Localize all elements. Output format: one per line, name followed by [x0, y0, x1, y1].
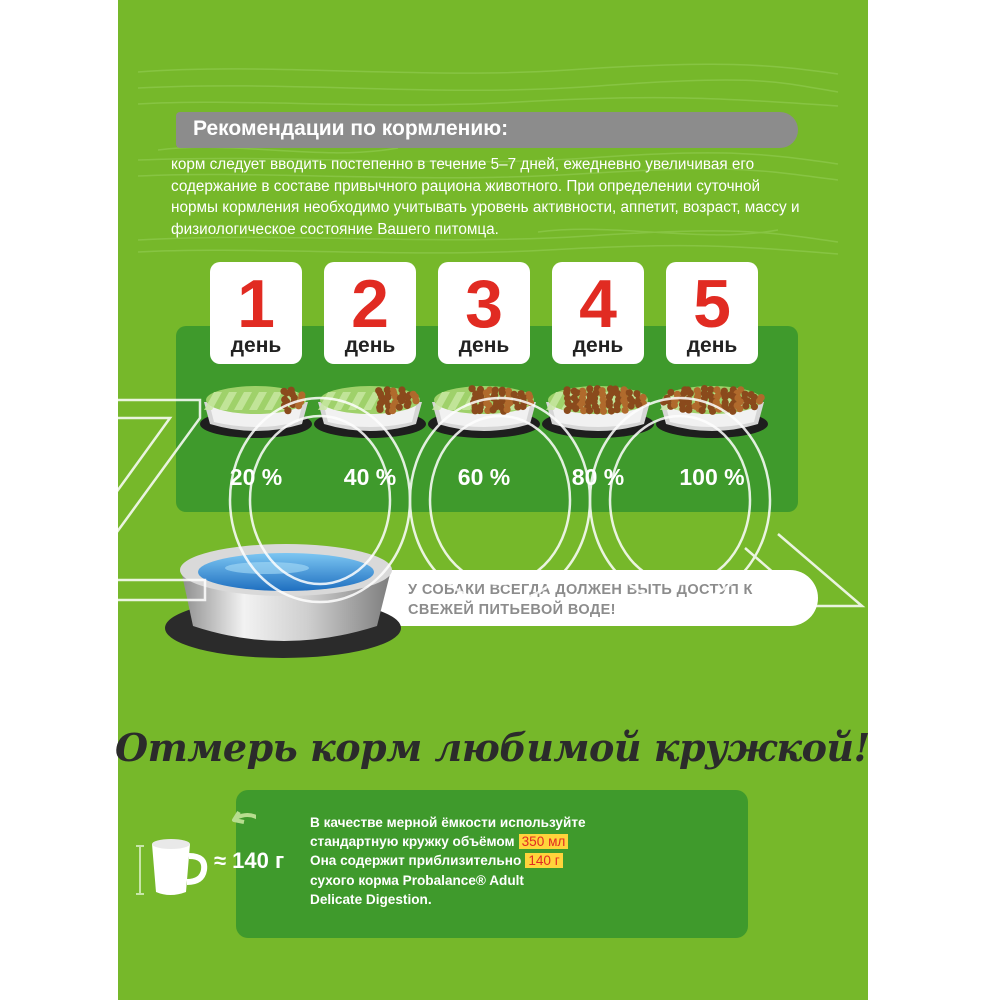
- day-label: день: [344, 334, 396, 357]
- mug-weight-value: 140 г: [525, 853, 562, 868]
- food-bowl-icon: [540, 372, 656, 444]
- day-percentage: 60 %: [457, 464, 511, 490]
- day-label: день: [458, 334, 510, 357]
- day-label: день: [572, 334, 624, 357]
- heading-text: Рекомендации по кормлению:: [193, 117, 509, 140]
- day-card-3: [438, 262, 530, 364]
- mug-instruction-line: В качестве мерной ёмкости используйте: [310, 815, 586, 830]
- day-number: 5: [693, 266, 731, 342]
- day-card-1: [210, 262, 302, 364]
- day-percentage: 20 %: [229, 464, 283, 490]
- day-number: 3: [465, 266, 503, 342]
- mug-volume-value: 350 мл: [519, 834, 569, 849]
- day-number: 4: [579, 266, 617, 342]
- mug-instruction-line: Delicate Digestion.: [310, 891, 432, 907]
- food-bowl-icon: [312, 372, 428, 444]
- day-number: 1: [237, 266, 275, 342]
- day-percentage: 40 %: [343, 464, 397, 490]
- mug-weight-text: Она содержит приблизительно: [310, 853, 522, 869]
- day-label: день: [230, 334, 282, 357]
- day-card-5: [666, 262, 758, 364]
- water-bowl-icon: [163, 528, 413, 668]
- feeding-recommendations-heading: [176, 112, 798, 148]
- measure-with-mug-title: Отмерь корм любимой кружкой!: [115, 725, 870, 770]
- day-card-2: [324, 262, 416, 364]
- mug-instruction-line: [310, 851, 620, 870]
- day-number: 2: [351, 266, 389, 342]
- mug-instruction-line: сухого корма Probalance® Adult: [310, 872, 524, 888]
- food-bowl-icon: [426, 372, 542, 444]
- day-label: день: [686, 334, 738, 357]
- mug-volume-text: стандартную кружку объёмом: [310, 834, 515, 850]
- day-percentage: 80 %: [571, 464, 625, 490]
- mug-instructions: [310, 813, 620, 909]
- day-card-4: [552, 262, 644, 364]
- mug-instruction-line: [310, 832, 620, 851]
- water-note-text: У СОБАКИ ВСЕГДА ДОЛЖЕН БЫТЬ ДОСТУП К СВЕЖЕЙ ПИТЬЕВОЙ ВОДЕ!: [408, 582, 753, 618]
- feeding-intro-text: корм следует вводить постепенно в течение 5–7 дней, ежедневно увеличивая его содержание в составе привычного рациона животного. При определении суточной нормы кормления необходимо учитывать уровень активности, аппетит, возраст, массу и физиологическое состояние Вашего питомца.: [171, 156, 800, 238]
- food-bowl-icon: [654, 372, 770, 444]
- day-percentage: 100 %: [679, 464, 745, 490]
- food-bowl-icon: [198, 372, 314, 444]
- approx-weight-label: ≈ 140 г: [214, 848, 285, 873]
